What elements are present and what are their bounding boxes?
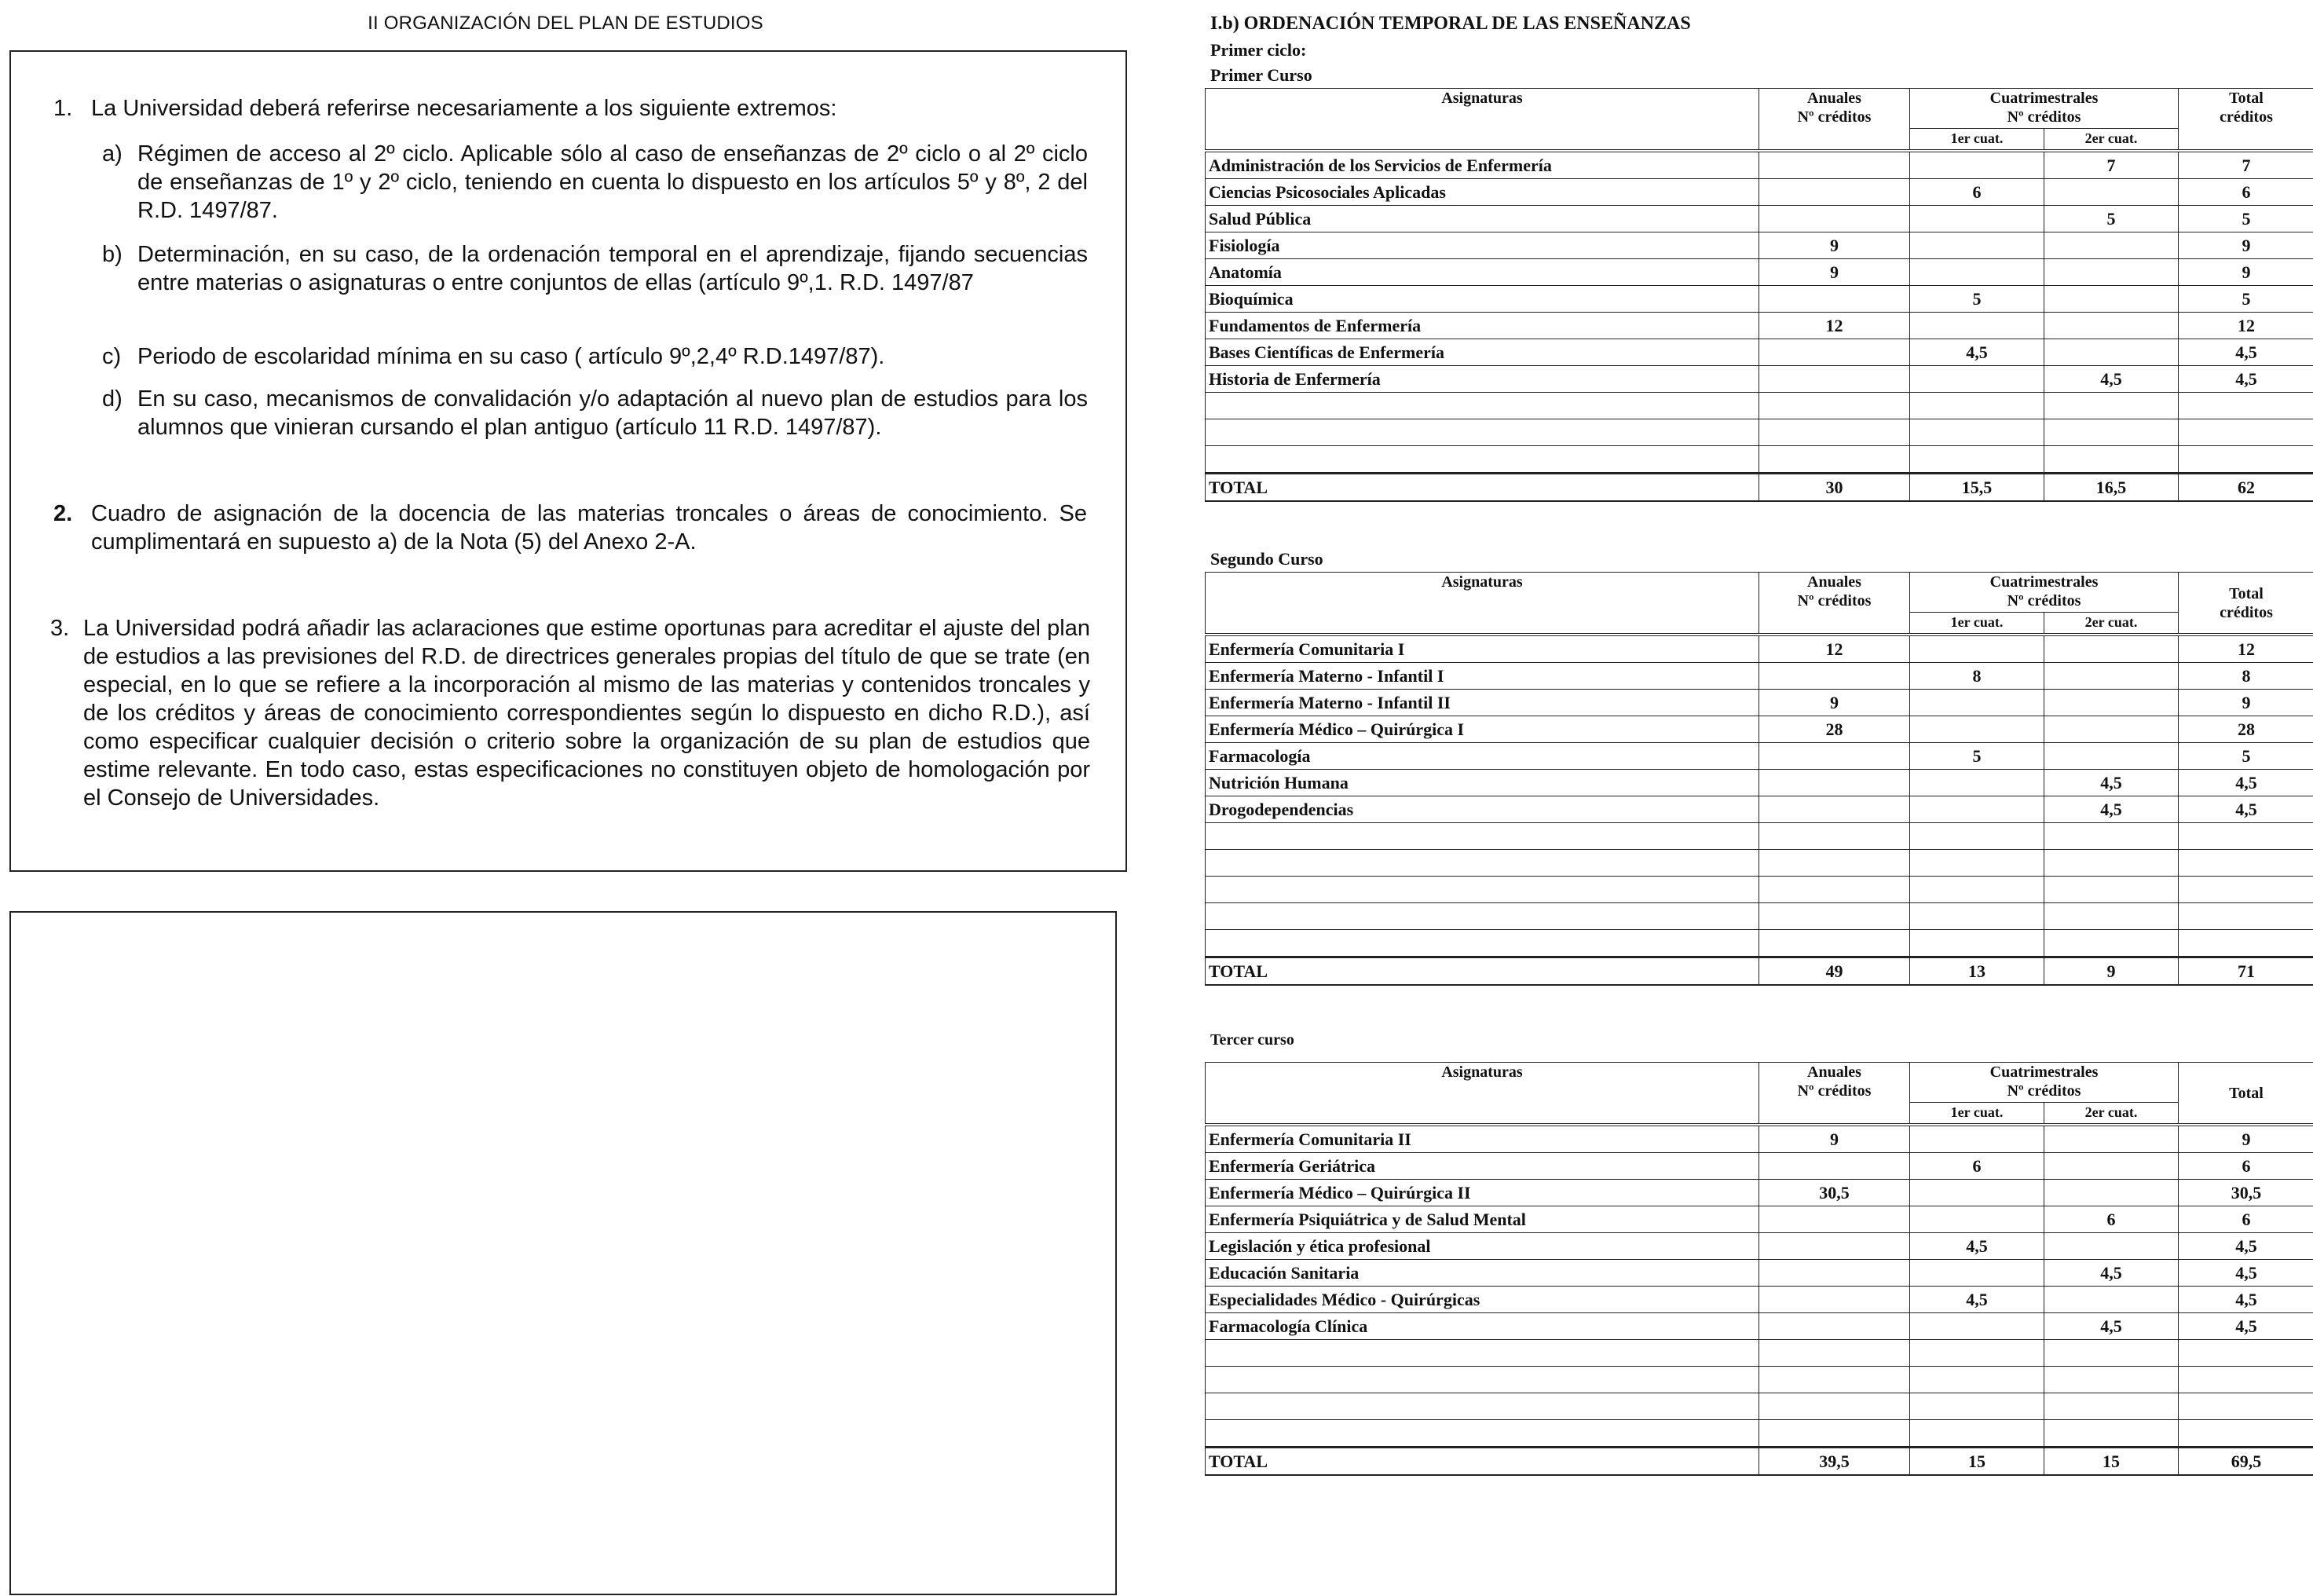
first-term-cell: 6 xyxy=(1910,1153,2044,1180)
table-row xyxy=(1206,635,2313,663)
subject-cell xyxy=(1206,419,1759,446)
header-total-line: Total xyxy=(2229,90,2264,107)
total-credits-cell: 4,5 xyxy=(2179,770,2313,796)
total-credits-cell xyxy=(2179,903,2313,930)
total-first-term: 13 xyxy=(1910,957,2044,986)
table-row xyxy=(1206,770,2313,796)
total-anual: 39,5 xyxy=(1759,1448,1910,1476)
anual-credits-cell xyxy=(1759,1313,1910,1340)
second-term-cell xyxy=(2044,286,2179,313)
subject-cell xyxy=(1206,1393,1759,1420)
subject-cell: Enfermería Materno - Infantil I xyxy=(1206,663,1759,690)
total-credits-cell: 5 xyxy=(2179,743,2313,770)
total-credits-cell: 5 xyxy=(2179,206,2313,232)
total-credits-cell: 4,5 xyxy=(2179,1233,2313,1260)
subitem-number: a) xyxy=(102,141,123,167)
anual-credits-cell xyxy=(1759,366,1910,393)
item-number: 1. xyxy=(53,96,73,121)
total-credits-cell: 4,5 xyxy=(2179,1260,2313,1287)
table-row xyxy=(1206,286,2313,313)
first-term-cell xyxy=(1910,850,2044,877)
first-term-cell xyxy=(1910,1125,2044,1153)
item-text: Cuadro de asignación de la docencia de las materias troncales o áreas de conocimiento. Se cumplimentará en supuesto a) de la Nota (5) del Anexo 2-A. xyxy=(91,501,1087,555)
second-term-cell xyxy=(2044,743,2179,770)
table-row xyxy=(1206,366,2313,393)
first-term-cell xyxy=(1910,1367,2044,1393)
table-row xyxy=(1206,1125,2313,1153)
second-term-cell xyxy=(2044,419,2179,446)
first-term-cell xyxy=(1910,419,2044,446)
header-2er-cuat: 2er cuat. xyxy=(2044,1103,2179,1126)
total-credits-cell: 4,5 xyxy=(2179,366,2313,393)
second-term-cell xyxy=(2044,179,2179,206)
header-anuales-line: Anuales xyxy=(1807,1063,1861,1081)
second-term-cell xyxy=(2044,1367,2179,1393)
total-row xyxy=(1206,1448,2313,1476)
course-table xyxy=(1205,572,2313,986)
anual-credits-cell xyxy=(1759,286,1910,313)
first-term-cell xyxy=(1910,393,2044,419)
table-row xyxy=(1206,930,2313,957)
total-credits: 69,5 xyxy=(2179,1448,2313,1476)
header-cuatrimestrales-line: Cuatrimestrales xyxy=(1989,573,2099,591)
second-term-cell: 4,5 xyxy=(2044,770,2179,796)
header-total-line: créditos xyxy=(2220,108,2273,126)
subject-cell xyxy=(1206,903,1759,930)
first-term-cell xyxy=(1910,151,2044,179)
first-term-cell xyxy=(1910,313,2044,339)
header-1er-cuat: 1er cuat. xyxy=(1910,613,2044,635)
subject-cell: Bioquímica xyxy=(1206,286,1759,313)
subject-cell: Enfermería Médico – Quirúrgica II xyxy=(1206,1180,1759,1206)
anual-credits-cell: 28 xyxy=(1759,716,1910,743)
total-credits-cell xyxy=(2179,446,2313,474)
total-credits-cell xyxy=(2179,850,2313,877)
course-table xyxy=(1205,88,2313,502)
total-label: TOTAL xyxy=(1206,474,1759,502)
total-credits-cell: 6 xyxy=(2179,1153,2313,1180)
subject-cell: Ciencias Psicosociales Aplicadas xyxy=(1206,179,1759,206)
second-term-cell: 4,5 xyxy=(2044,1260,2179,1287)
subject-cell: Anatomía xyxy=(1206,259,1759,286)
first-term-cell xyxy=(1910,823,2044,850)
empty-notes-box xyxy=(9,911,1117,1595)
anual-credits-cell xyxy=(1759,393,1910,419)
table-row xyxy=(1206,1340,2313,1367)
first-term-cell xyxy=(1910,796,2044,823)
total-credits-cell: 12 xyxy=(2179,635,2313,663)
table-row xyxy=(1206,1367,2313,1393)
total-credits-cell: 28 xyxy=(2179,716,2313,743)
subject-cell: Educación Sanitaria xyxy=(1206,1260,1759,1287)
total-anual: 49 xyxy=(1759,957,1910,986)
anual-credits-cell xyxy=(1759,419,1910,446)
item-text: La Universidad deberá referirse necesariamente a los siguiente extremos: xyxy=(91,96,837,121)
table-row xyxy=(1206,850,2313,877)
first-term-cell: 4,5 xyxy=(1910,1287,2044,1313)
header-total-line: Total xyxy=(2229,584,2264,602)
subject-cell xyxy=(1206,823,1759,850)
total-credits-cell xyxy=(2179,1340,2313,1367)
second-term-cell xyxy=(2044,903,2179,930)
header-anuales xyxy=(1759,1063,1910,1126)
total-credits-cell: 4,5 xyxy=(2179,1313,2313,1340)
table-row xyxy=(1206,1420,2313,1448)
item-number: 2. xyxy=(53,501,73,526)
header-total xyxy=(2179,1063,2313,1126)
total-row xyxy=(1206,474,2313,502)
second-term-cell xyxy=(2044,232,2179,259)
item-number: 3. xyxy=(50,616,70,641)
first-term-cell: 8 xyxy=(1910,663,2044,690)
first-term-cell xyxy=(1910,446,2044,474)
table-row xyxy=(1206,903,2313,930)
second-term-cell xyxy=(2044,1340,2179,1367)
course-label: Primer Curso xyxy=(1210,65,1312,85)
subject-cell: Nutrición Humana xyxy=(1206,770,1759,796)
subject-cell: Enfermería Comunitaria II xyxy=(1206,1125,1759,1153)
anual-credits-cell xyxy=(1759,446,1910,474)
section-heading: I.b) ORDENACIÓN TEMPORAL DE LAS ENSEÑANZAS xyxy=(1210,13,1691,34)
table-row xyxy=(1206,419,2313,446)
total-anual: 30 xyxy=(1759,474,1910,502)
second-term-cell xyxy=(2044,446,2179,474)
cycle-label: Primer ciclo: xyxy=(1210,40,1307,60)
header-cuatrimestrales-line: Cuatrimestrales xyxy=(1989,90,2099,107)
item-text: La Universidad podrá añadir las aclaraciones que estime oportunas para acreditar el ajuste del plan de estudios a las previsiones del R.D. de directrices generales propias del título de que se trate (en especial, en lo que se refiere a la incorporación al mismo de las materias y contenidos troncales y de los créditos y áreas de conocimiento correspondientes según lo dispuesto en dicho R.D.), así como especificar cualquier decisión o criterio sobre la organización de su plan de estudios que estime relevante. En todo caso, estas especificaciones no constituyen objeto de homologación por el Consejo de Universidades. xyxy=(83,616,1090,811)
total-credits-cell: 6 xyxy=(2179,1206,2313,1233)
first-term-cell xyxy=(1910,1420,2044,1448)
header-total-line: Total xyxy=(2229,1084,2264,1102)
total-credits-cell: 12 xyxy=(2179,313,2313,339)
subject-cell xyxy=(1206,877,1759,903)
total-credits-cell xyxy=(2179,419,2313,446)
first-term-cell xyxy=(1910,716,2044,743)
anual-credits-cell xyxy=(1759,877,1910,903)
header-total xyxy=(2179,573,2313,635)
table-row xyxy=(1206,1180,2313,1206)
subitem-text: En su caso, mecanismos de convalidación y/o adaptación al nuevo plan de estudios para los alumnos que vinieran cursando el plan antiguo (artículo 11 R.D. 1497/87). xyxy=(137,386,1088,440)
header-2er-cuat: 2er cuat. xyxy=(2044,129,2179,152)
table-row xyxy=(1206,1206,2313,1233)
total-label: TOTAL xyxy=(1206,1448,1759,1476)
header-cuatrimestrales-line: Nº créditos xyxy=(2007,1082,2081,1100)
header-anuales xyxy=(1759,573,1910,635)
subject-cell: Farmacología xyxy=(1206,743,1759,770)
total-credits-cell: 9 xyxy=(2179,690,2313,716)
first-term-cell xyxy=(1910,930,2044,957)
subitem-text: Determinación, en su caso, de la ordenación temporal en el aprendizaje, fijando secuencias entre materias o asignaturas o entre conjuntos de ellas (artículo 9º,1. R.D. 1497/87 xyxy=(137,242,1088,295)
total-first-term: 15,5 xyxy=(1910,474,2044,502)
header-2er-cuat: 2er cuat. xyxy=(2044,613,2179,635)
table-row xyxy=(1206,690,2313,716)
anual-credits-cell xyxy=(1759,1393,1910,1420)
table-row xyxy=(1206,232,2313,259)
anual-credits-cell xyxy=(1759,903,1910,930)
second-term-cell xyxy=(2044,877,2179,903)
second-term-cell xyxy=(2044,663,2179,690)
table-row xyxy=(1206,1260,2313,1287)
second-term-cell: 7 xyxy=(2044,151,2179,179)
anual-credits-cell xyxy=(1759,770,1910,796)
second-term-cell: 4,5 xyxy=(2044,796,2179,823)
table-row xyxy=(1206,259,2313,286)
subject-cell: Fundamentos de Enfermería xyxy=(1206,313,1759,339)
total-credits-cell xyxy=(2179,1420,2313,1448)
table-row xyxy=(1206,877,2313,903)
table-row xyxy=(1206,1393,2313,1420)
header-asignaturas: Asignaturas xyxy=(1206,1063,1759,1126)
anual-credits-cell xyxy=(1759,151,1910,179)
header-cuatrimestrales-line: Cuatrimestrales xyxy=(1989,1063,2099,1081)
course-label: Segundo Curso xyxy=(1210,549,1323,569)
subject-cell: Enfermería Comunitaria I xyxy=(1206,635,1759,663)
header-cuatrimestrales xyxy=(1910,573,2179,613)
table-row xyxy=(1206,663,2313,690)
header-1er-cuat: 1er cuat. xyxy=(1910,129,2044,152)
total-label: TOTAL xyxy=(1206,957,1759,986)
total-second-term: 16,5 xyxy=(2044,474,2179,502)
subject-cell xyxy=(1206,393,1759,419)
first-term-cell xyxy=(1910,1180,2044,1206)
page-title: II ORGANIZACIÓN DEL PLAN DE ESTUDIOS xyxy=(368,13,763,34)
table-row xyxy=(1206,313,2313,339)
first-term-cell: 4,5 xyxy=(1910,339,2044,366)
second-term-cell xyxy=(2044,1420,2179,1448)
anual-credits-cell xyxy=(1759,823,1910,850)
table-row xyxy=(1206,1233,2313,1260)
total-credits-cell xyxy=(2179,823,2313,850)
subject-cell xyxy=(1206,1420,1759,1448)
first-term-cell xyxy=(1910,690,2044,716)
table-row xyxy=(1206,796,2313,823)
subject-cell: Drogodependencias xyxy=(1206,796,1759,823)
second-term-cell xyxy=(2044,1393,2179,1420)
second-term-cell xyxy=(2044,259,2179,286)
first-term-cell xyxy=(1910,259,2044,286)
anual-credits-cell xyxy=(1759,850,1910,877)
second-term-cell xyxy=(2044,393,2179,419)
first-term-cell xyxy=(1910,903,2044,930)
first-term-cell xyxy=(1910,877,2044,903)
total-second-term: 9 xyxy=(2044,957,2179,986)
anual-credits-cell xyxy=(1759,1287,1910,1313)
first-term-cell xyxy=(1910,206,2044,232)
header-asignaturas: Asignaturas xyxy=(1206,89,1759,152)
subject-cell: Legislación y ética profesional xyxy=(1206,1233,1759,1260)
total-second-term: 15 xyxy=(2044,1448,2179,1476)
anual-credits-cell xyxy=(1759,930,1910,957)
subject-cell xyxy=(1206,930,1759,957)
subject-cell: Salud Pública xyxy=(1206,206,1759,232)
anual-credits-cell xyxy=(1759,663,1910,690)
total-credits: 62 xyxy=(2179,474,2313,502)
second-term-cell xyxy=(2044,635,2179,663)
table-row xyxy=(1206,823,2313,850)
anual-credits-cell xyxy=(1759,796,1910,823)
first-term-cell: 4,5 xyxy=(1910,1233,2044,1260)
header-cuatrimestrales xyxy=(1910,89,2179,129)
anual-credits-cell xyxy=(1759,1260,1910,1287)
second-term-cell xyxy=(2044,930,2179,957)
anual-credits-cell xyxy=(1759,1340,1910,1367)
second-term-cell xyxy=(2044,339,2179,366)
table-row xyxy=(1206,716,2313,743)
subject-cell: Enfermería Materno - Infantil II xyxy=(1206,690,1759,716)
subject-cell xyxy=(1206,1367,1759,1393)
anual-credits-cell: 9 xyxy=(1759,690,1910,716)
first-term-cell: 5 xyxy=(1910,286,2044,313)
subject-cell xyxy=(1206,850,1759,877)
header-cuatrimestrales-line: Nº créditos xyxy=(2007,108,2081,126)
anual-credits-cell: 30,5 xyxy=(1759,1180,1910,1206)
second-term-cell xyxy=(2044,313,2179,339)
table-row xyxy=(1206,151,2313,179)
total-credits-cell: 7 xyxy=(2179,151,2313,179)
anual-credits-cell xyxy=(1759,1233,1910,1260)
total-credits-cell xyxy=(2179,1367,2313,1393)
second-term-cell xyxy=(2044,1153,2179,1180)
header-total-line: créditos xyxy=(2220,603,2273,621)
total-credits-cell: 4,5 xyxy=(2179,339,2313,366)
header-cuatrimestrales xyxy=(1910,1063,2179,1103)
anual-credits-cell xyxy=(1759,339,1910,366)
first-term-cell xyxy=(1910,635,2044,663)
anual-credits-cell xyxy=(1759,206,1910,232)
subject-cell: Enfermería Psiquiátrica y de Salud Mental xyxy=(1206,1206,1759,1233)
header-total xyxy=(2179,89,2313,152)
total-credits-cell xyxy=(2179,1393,2313,1420)
first-term-cell xyxy=(1910,1313,2044,1340)
second-term-cell xyxy=(2044,1180,2179,1206)
second-term-cell xyxy=(2044,1125,2179,1153)
second-term-cell xyxy=(2044,716,2179,743)
second-term-cell xyxy=(2044,823,2179,850)
header-anuales-line: Nº créditos xyxy=(1797,108,1872,126)
anual-credits-cell: 9 xyxy=(1759,1125,1910,1153)
subject-cell: Administración de los Servicios de Enfermería xyxy=(1206,151,1759,179)
total-credits-cell: 4,5 xyxy=(2179,1287,2313,1313)
total-first-term: 15 xyxy=(1910,1448,2044,1476)
second-term-cell: 4,5 xyxy=(2044,1313,2179,1340)
subitem-text: Régimen de acceso al 2º ciclo. Aplicable sólo al caso de enseñanzas de 2º ciclo o al 2º ciclo de enseñanzas de 1º y 2º ciclo, teniendo en cuenta lo dispuesto en los artículos 5º y 8º, 2 del R.D. 1497/87. xyxy=(137,141,1088,223)
subject-cell xyxy=(1206,1340,1759,1367)
first-term-cell xyxy=(1910,1340,2044,1367)
table-row xyxy=(1206,1153,2313,1180)
second-term-cell xyxy=(2044,1287,2179,1313)
subitem-number: c) xyxy=(102,344,122,369)
anual-credits-cell: 12 xyxy=(1759,635,1910,663)
table-row xyxy=(1206,179,2313,206)
subitem-number: d) xyxy=(102,386,123,412)
header-1er-cuat: 1er cuat. xyxy=(1910,1103,2044,1126)
first-term-cell: 6 xyxy=(1910,179,2044,206)
subject-cell: Enfermería Geriátrica xyxy=(1206,1153,1759,1180)
header-anuales xyxy=(1759,89,1910,152)
subject-cell: Fisiología xyxy=(1206,232,1759,259)
table-row xyxy=(1206,1313,2313,1340)
first-term-cell xyxy=(1910,232,2044,259)
first-term-cell xyxy=(1910,1260,2044,1287)
course-label: Tercer curso xyxy=(1210,1031,1294,1049)
second-term-cell xyxy=(2044,690,2179,716)
anual-credits-cell xyxy=(1759,1153,1910,1180)
first-term-cell xyxy=(1910,1393,2044,1420)
subject-cell: Historia de Enfermería xyxy=(1206,366,1759,393)
total-credits-cell: 9 xyxy=(2179,259,2313,286)
total-credits-cell xyxy=(2179,930,2313,957)
table-row xyxy=(1206,206,2313,232)
total-credits-cell: 5 xyxy=(2179,286,2313,313)
total-credits-cell: 4,5 xyxy=(2179,796,2313,823)
table-row xyxy=(1206,1287,2313,1313)
total-row xyxy=(1206,957,2313,986)
second-term-cell xyxy=(2044,850,2179,877)
anual-credits-cell xyxy=(1759,1367,1910,1393)
subitem-number: b) xyxy=(102,242,123,267)
subject-cell: Farmacología Clínica xyxy=(1206,1313,1759,1340)
anual-credits-cell xyxy=(1759,1206,1910,1233)
table-row xyxy=(1206,339,2313,366)
total-credits-cell: 6 xyxy=(2179,179,2313,206)
course-table xyxy=(1205,1062,2313,1476)
anual-credits-cell xyxy=(1759,179,1910,206)
second-term-cell xyxy=(2044,1233,2179,1260)
first-term-cell xyxy=(1910,770,2044,796)
first-term-cell xyxy=(1910,1206,2044,1233)
total-credits-cell: 30,5 xyxy=(2179,1180,2313,1206)
total-credits-cell: 9 xyxy=(2179,232,2313,259)
table-row xyxy=(1206,393,2313,419)
header-anuales-line: Nº créditos xyxy=(1797,592,1872,609)
anual-credits-cell xyxy=(1759,1420,1910,1448)
anual-credits-cell: 9 xyxy=(1759,259,1910,286)
anual-credits-cell: 12 xyxy=(1759,313,1910,339)
second-term-cell: 4,5 xyxy=(2044,366,2179,393)
anual-credits-cell xyxy=(1759,743,1910,770)
header-cuatrimestrales-line: Nº créditos xyxy=(2007,592,2081,609)
subject-cell: Bases Científicas de Enfermería xyxy=(1206,339,1759,366)
table-row xyxy=(1206,743,2313,770)
header-asignaturas: Asignaturas xyxy=(1206,573,1759,635)
second-term-cell: 6 xyxy=(2044,1206,2179,1233)
subitem-text: Periodo de escolaridad mínima en su caso ( artículo 9º,2,4º R.D.1497/87). xyxy=(137,344,885,369)
total-credits: 71 xyxy=(2179,957,2313,986)
total-credits-cell: 9 xyxy=(2179,1125,2313,1153)
second-term-cell: 5 xyxy=(2044,206,2179,232)
anual-credits-cell: 9 xyxy=(1759,232,1910,259)
total-credits-cell xyxy=(2179,877,2313,903)
total-credits-cell: 8 xyxy=(2179,663,2313,690)
subject-cell: Especialidades Médico - Quirúrgicas xyxy=(1206,1287,1759,1313)
header-anuales-line: Anuales xyxy=(1807,90,1861,107)
total-credits-cell xyxy=(2179,393,2313,419)
header-anuales-line: Nº créditos xyxy=(1797,1082,1872,1100)
header-anuales-line: Anuales xyxy=(1807,573,1861,591)
subject-cell xyxy=(1206,446,1759,474)
table-row xyxy=(1206,446,2313,474)
subject-cell: Enfermería Médico – Quirúrgica I xyxy=(1206,716,1759,743)
first-term-cell: 5 xyxy=(1910,743,2044,770)
first-term-cell xyxy=(1910,366,2044,393)
